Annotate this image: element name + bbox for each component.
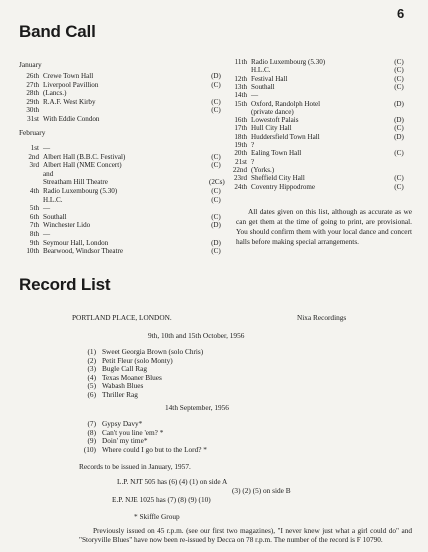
date-code: (D) [394,99,404,108]
right-date-list [227,58,412,193]
date-row [19,115,229,124]
date-code: (D) [394,116,404,125]
track-number: (9) [87,436,96,446]
date-day: 12th [234,74,247,83]
date-row [227,116,412,124]
track-number: (4) [87,372,96,382]
track-title: Wabash Blues [102,381,144,391]
date-venue: Albert Hall (B.B.C. Festival) [43,152,126,161]
date-row [19,161,229,170]
date-venue: Winchester Lido [43,221,91,230]
date-row [19,196,229,205]
track-number: (3) [87,364,96,374]
date-row [19,221,229,230]
track-title: Gypsy Davy* [102,419,143,428]
date-venue: (Yorks.) [251,165,275,174]
track-number: (5) [87,381,96,391]
date-venue: Streatham Hill Theatre [43,178,108,187]
session-2-list [78,420,207,454]
track-title: Texas Moaner Blues [102,372,162,382]
date-row [19,170,229,179]
date-row [19,81,229,90]
record-track [78,391,203,400]
date-venue: Oxford, Randolph Hotel [251,99,321,108]
date-day: 26th [26,72,39,80]
record-track [78,382,203,391]
date-venue: Southall [43,212,67,221]
band-call-title: Band Call [19,22,96,41]
date-row [227,75,412,83]
date-row [227,58,412,66]
date-row [227,183,412,191]
date-day: 23rd [233,174,247,183]
track-title: Sweet Georgia Brown (solo Chris) [102,347,204,356]
provisional-note: All dates given on this list, although as accurate as we can get them at the time of going to print, are provisional. You should confirm them with your local dance and concert halls before making special arrangements. [236,207,412,246]
date-venue: — [43,230,51,238]
date-row [227,83,412,91]
february-label: February [19,128,46,137]
issue-line: Records to be issued in January, 1957. [79,462,191,471]
date-day: 19th [234,141,247,149]
date-code: (C) [211,195,221,204]
location: PORTLAND PLACE, LONDON. [72,313,172,322]
february-list [19,144,225,256]
date-code: (C) [211,161,221,170]
date-code: (D) [211,238,221,247]
date-day: 6th [29,212,39,221]
date-day: 13th [234,82,247,91]
date-day: 16th [234,116,247,125]
session-1-date: 9th, 10th and 15th October, 1956 [148,331,245,340]
date-venue: and [43,169,54,178]
date-day: 21st [235,157,247,166]
label-name: Nixa Recordings [297,313,347,322]
session-2-date: 14th September, 1956 [165,403,229,412]
date-venue: (Lancs.) [43,89,67,98]
lp-side-a: L.P. NJT 505 has (6) (4) (1) on side A [117,477,228,486]
date-venue: Coventry Hippodrome [251,182,316,191]
lp-side-b: (3) (2) (5) on side B [232,486,291,495]
skiffle-note: * Skiffle Group [134,512,180,521]
date-venue: Radio Luxembourg (5.30) [43,187,118,195]
date-day: 31st [27,115,39,123]
date-code: (C) [394,182,404,191]
date-row [19,178,229,187]
date-row [19,153,229,162]
date-row [19,187,229,196]
record-track [78,446,207,455]
date-venue: — [43,144,51,152]
date-day: 7th [29,221,39,230]
session-1-list [78,348,203,400]
track-number: (1) [87,347,96,356]
date-venue: ? [251,157,255,166]
date-day: 4th [29,187,39,195]
date-venue: H.L.C. [43,195,63,204]
date-row [19,213,229,222]
footer-note: Previously issued on 45 r.p.m. (see our first two magazines), "I never knew just what a girl could do" and "Storyville Blues" have now been re-issued by Decca on 78 r.p.m. The number of the record is F 10790. [79,526,412,544]
track-title: Can't you line 'em? * [102,427,164,437]
date-code: (C) [211,212,221,221]
track-title: Bugle Call Rag [102,364,147,374]
date-row [227,166,412,174]
date-code: (D) [211,72,221,80]
date-venue: Southall [251,82,275,91]
date-row [227,141,412,149]
track-number: (8) [87,427,96,437]
date-venue: Lowestoft Palais [251,116,299,125]
track-number: (7) [87,419,96,428]
date-venue: H.L.C. [251,66,271,75]
date-venue: With Eddie Condon [43,115,100,123]
date-venue: R.A.F. West Kirby [43,97,96,106]
date-venue: — [43,204,51,213]
date-code: (C) [394,174,404,183]
date-day: 20th [234,149,247,158]
date-venue: Sheffield City Hall [251,174,305,183]
date-code: (C) [211,106,221,115]
page-number: 6 [397,6,405,21]
date-venue: Hull City Hall [251,124,292,133]
date-day: 10th [26,247,39,256]
date-row [227,174,412,182]
date-row [227,108,412,116]
date-venue: Ealing Town Hall [251,149,302,158]
date-code: (C) [394,74,404,83]
date-row [19,72,229,81]
date-day: 24th [234,182,247,191]
date-code: (C) [394,149,404,158]
date-day: 14th [234,91,247,100]
date-code: (C) [211,247,221,256]
date-venue: (private dance) [251,107,294,116]
track-title: Where could I go but to the Lord? * [102,444,207,454]
date-day: 8th [29,230,39,238]
date-row [19,98,229,107]
date-code: (D) [211,221,221,230]
date-code: (C) [394,124,404,133]
record-list-title: Record List [19,275,111,294]
date-day: 29th [26,97,39,106]
date-code: (C) [394,82,404,91]
date-day: 17th [234,124,247,133]
date-row [19,144,229,153]
date-row [19,230,229,239]
date-day: 3rd [29,161,39,170]
track-number: (10) [83,444,96,454]
date-row [19,247,229,256]
date-day: 11th [234,58,247,66]
date-code: (D) [394,132,404,141]
january-list [19,72,219,132]
track-title: Thriller Rag [102,389,138,399]
date-row [227,133,412,141]
date-day: 5th [29,204,39,213]
date-venue: Crewe Town Hall [43,72,94,80]
date-day: 15th [234,99,247,108]
date-code: (C) [211,152,221,161]
date-venue: Seymour Hall, London [43,238,109,247]
date-day: 9th [29,238,39,247]
date-row [227,100,412,108]
date-row [19,106,229,115]
ep-line: E.P. NJE 1025 has (7) (8) (9) (10) [112,495,211,504]
track-number: (6) [87,389,96,399]
date-row [19,204,229,213]
date-venue: Bearwood, Windsor Theatre [43,247,124,256]
date-day: 22nd [232,165,247,174]
date-day: 18th [234,132,247,141]
date-venue: Huddersfield Town Hall [251,132,320,141]
date-row [227,149,412,157]
date-row [227,158,412,166]
date-venue: Radio Luxembourg (5.30) [251,58,326,66]
date-day: 30th [26,106,39,115]
date-venue: Festival Hall [251,74,288,83]
date-venue: ? [251,141,255,149]
date-venue: Liverpool Pavillion [43,80,99,89]
january-label: January [19,60,42,69]
date-code: (C) [394,66,404,75]
date-code: (C) [211,80,221,89]
date-row [227,124,412,132]
date-day: 28th [26,89,39,98]
date-row [227,66,412,74]
track-number: (2) [87,355,96,365]
date-venue: — [251,91,259,100]
date-day: 2nd [28,152,39,161]
date-venue: Albert Hall (NME Concert) [43,161,122,170]
date-row [19,239,229,248]
track-title: Petit Fleur (solo Monty) [102,355,173,365]
date-row [19,89,229,98]
track-title: Doin' my time* [102,436,148,446]
date-row [227,91,412,99]
date-day: 27th [26,80,39,89]
date-code: (C) [394,58,404,66]
date-code: (2Cs) [209,178,225,187]
date-code: (C) [211,97,221,106]
date-day: 1st [30,144,39,152]
date-code: (C) [211,187,221,195]
